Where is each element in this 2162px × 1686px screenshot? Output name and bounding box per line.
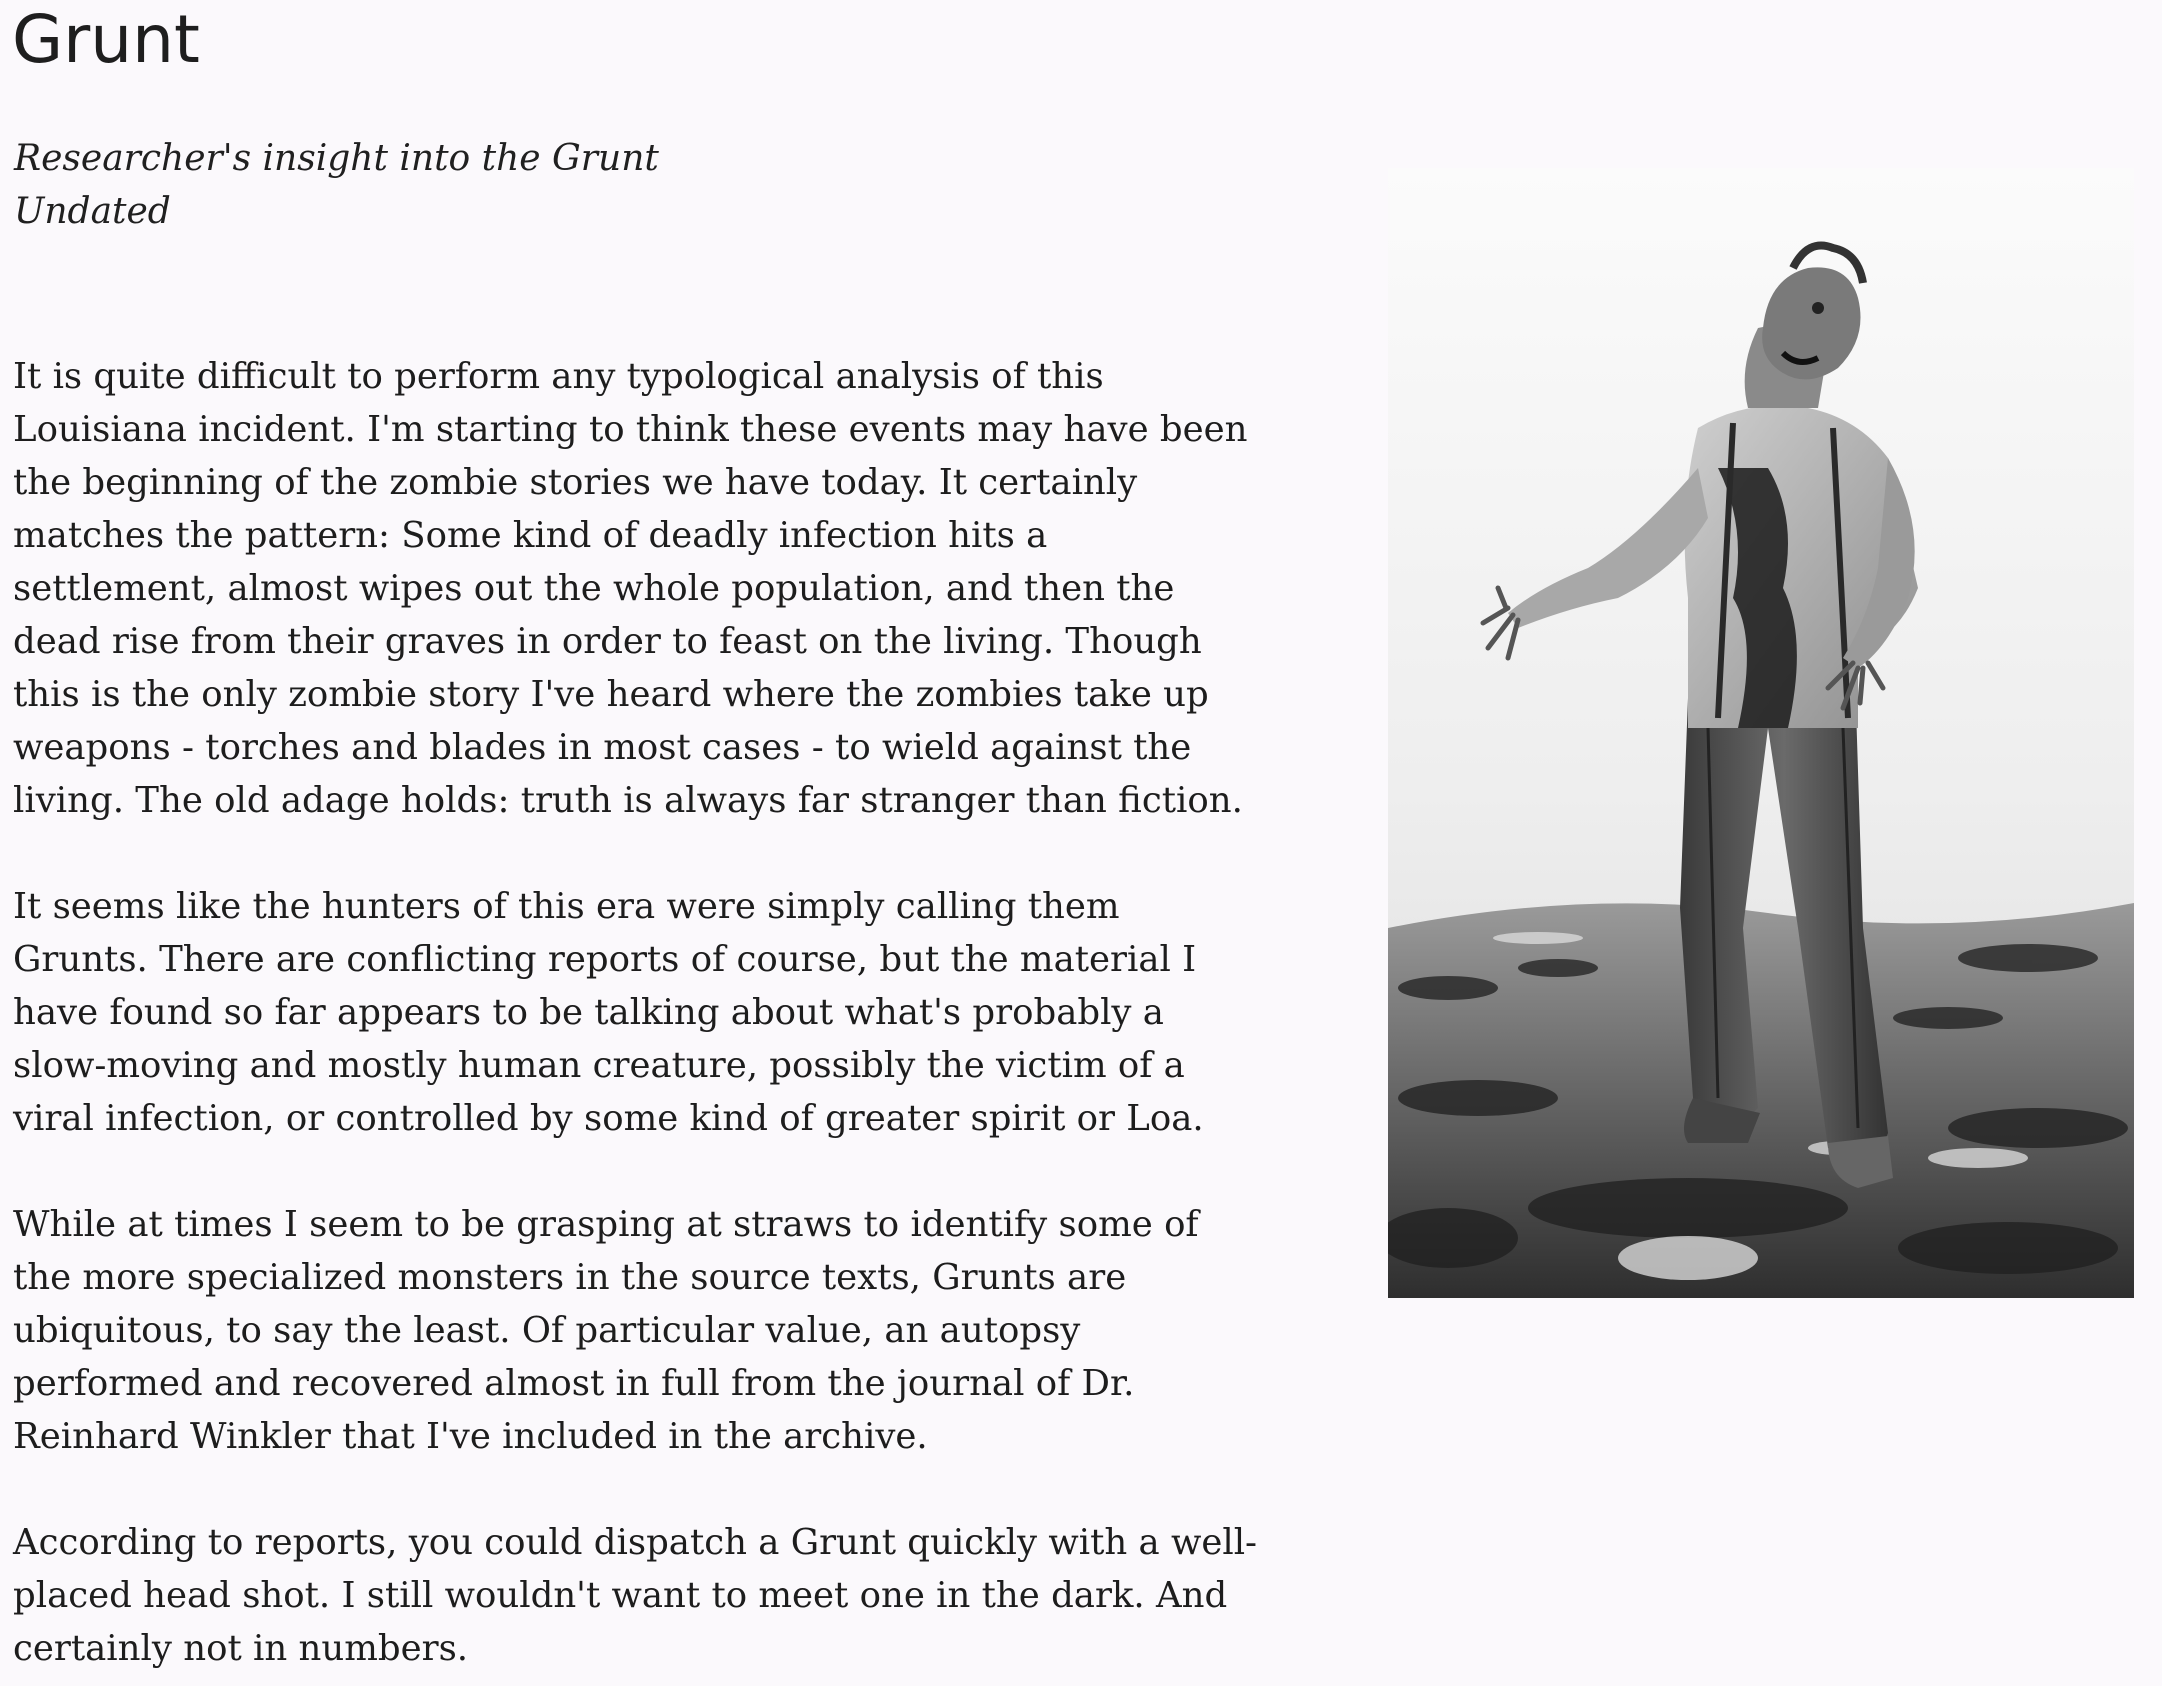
article-subtitle: Researcher's insight into the Grunt bbox=[14, 138, 659, 179]
article-paragraph: According to reports, you could dispatch a Grunt quickly with a well-placed head shot. I still wouldn't want to meet one in the dark. And certainly not in numbers. bbox=[13, 1522, 1258, 1669]
article-paragraph: It seems like the hunters of this era were simply calling them Grunts. There are conflicting reports of course, but the material I have found so far appears to be talking about what's probably a slow-moving and mostly human creature, possibly the victim of a viral infection, or controlled by some kind of greater spirit or Loa. bbox=[13, 886, 1204, 1139]
article-meta bbox=[14, 132, 659, 238]
grunt-photo bbox=[1388, 168, 2134, 1298]
article-body bbox=[13, 350, 1258, 1686]
article-date: Undated bbox=[14, 191, 171, 232]
article-paragraph: It is quite difficult to perform any typological analysis of this Louisiana incident. I'm starting to think these events may have been the beginning of the zombie stories we have today. It certainly matches the pattern: Some kind of deadly infection hits a settlement, almost wipes out the whole population, and then the dead rise from their graves in order to feast on the living. Though this is the only zombie story I've heard where the zombies take up weapons - torches and blades in most cases - to wield against the living. The old adage holds: truth is always far stranger than fiction. bbox=[13, 356, 1248, 821]
article-paragraph: While at times I seem to be grasping at straws to identify some of the more specialized monsters in the source texts, Grunts are ubiquitous, to say the least. Of particular value, an autopsy performed and recovered almost in full from the journal of Dr. Reinhard Winkler that I've included in the archive. bbox=[13, 1204, 1199, 1457]
grunt-illustration bbox=[1388, 168, 2134, 1298]
page-title: Grunt bbox=[12, 1, 200, 78]
